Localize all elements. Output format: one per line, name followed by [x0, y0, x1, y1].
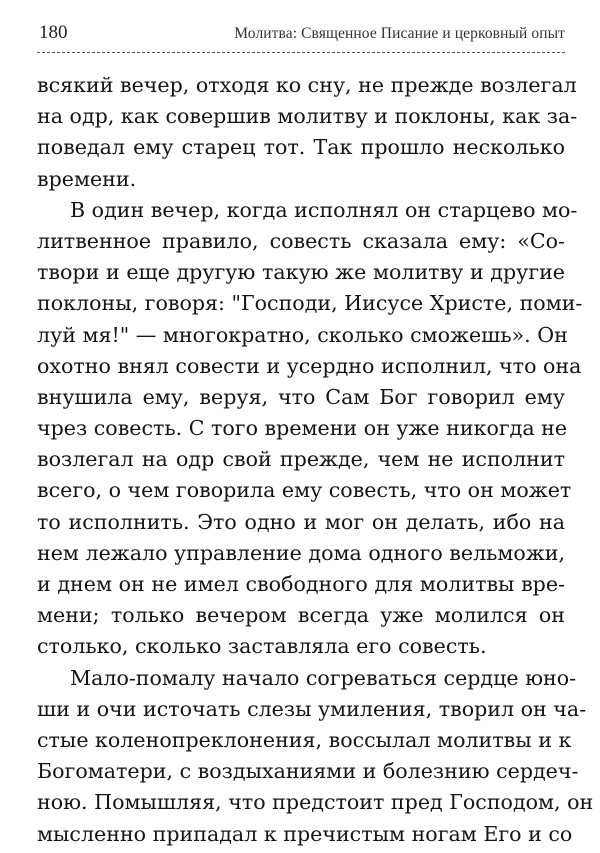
text-line: ною. Помышляя, что предстоит пред Господом, он: [37, 790, 594, 815]
text-line: то исполнить. Это одно и мог он делать, ибо на: [37, 509, 565, 534]
text-line: и днем он не имел свободного для молитвы вре-: [37, 572, 565, 596]
paragraph-2: [37, 195, 583, 663]
text-line: Богоматери, с воздыханиями и болезнию сердеч-: [37, 759, 579, 784]
text-line: на одр, как совершив молитву и поклоны, как за-: [37, 104, 578, 129]
header-rule: [37, 52, 565, 53]
text-line: чрез совесть. С того времени он уже никогда не: [37, 416, 568, 441]
text-line: литвенное правило, совесть сказала ему: «Со-: [37, 228, 565, 253]
text-line: нем лежало управление дома одного вельможи,: [37, 540, 565, 565]
page-number: 180: [39, 22, 68, 43]
text-line: мысленно припадал к пречистым ногам Его и со: [37, 821, 573, 846]
text-line: В один вечер, когда исполнял он старцево мо-: [70, 197, 578, 222]
page-body: [37, 70, 594, 850]
paragraph-1: [37, 70, 578, 195]
text-line: времени.: [37, 166, 137, 191]
text-line: ши и очи источать слезы умиления, творил он ча-: [37, 696, 587, 721]
running-header: [37, 22, 565, 46]
paragraph-3: [37, 663, 594, 850]
text-line: поклоны, говоря: "Господи, Иисусе Христе, поми-: [37, 291, 583, 316]
text-line: поведал ему старец тот. Так прошло несколько: [37, 135, 565, 160]
text-line: охотно внял совести и усердно исполнил, что она: [37, 353, 582, 378]
text-line: всякий вечер, отходя ко сну, не прежде возлегал: [37, 73, 577, 97]
text-line: столько, сколько заставляла его совесть.: [37, 634, 487, 659]
text-line: мени; только вечером всегда уже молился он: [37, 603, 565, 628]
running-title: Молитва: Священное Писание и церковный опыт: [234, 25, 565, 42]
text-line: внушила ему, веруя, что Сам Бог говорил ему: [37, 384, 565, 409]
text-line: возлегал на одр свой прежде, чем не исполнит: [37, 447, 565, 472]
text-line: всего, о чем говорила ему совесть, что он может: [37, 478, 572, 503]
text-line: Мало-помалу начало согреваться сердце юно-: [70, 665, 577, 690]
text-line: твори и еще другую такую же молитву и другие: [37, 260, 565, 285]
text-line: луй мя!" — многократно, сколько сможешь». Он: [37, 322, 568, 347]
text-line: стые коленопреклонения, воссылал молитвы и к: [37, 727, 572, 752]
